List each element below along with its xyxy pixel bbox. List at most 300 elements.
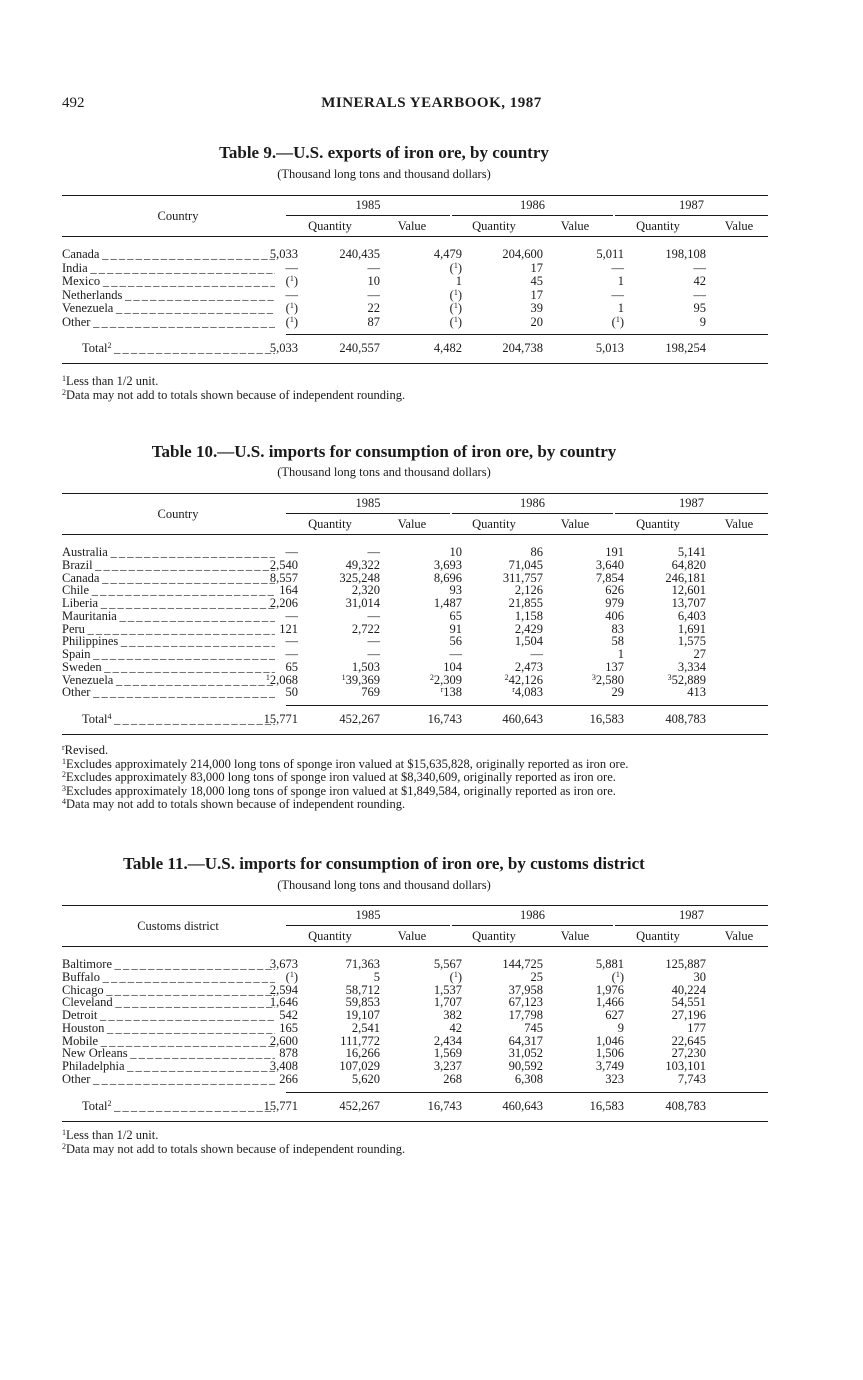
table-cell: $^3$2,580 [591,672,624,687]
year-group-rule [452,513,613,514]
row-label: Canada _ _ _ [62,248,275,261]
total-cell: 452,267 [339,1098,380,1113]
table-cell: ($^1$) [285,301,298,315]
table-cell: $^2$42,126 [504,672,543,687]
year-group-rule [615,925,768,926]
footnote [62,1142,405,1157]
table-cell: 9 [617,1020,624,1035]
table-row [62,302,768,315]
footnote-text: Data may not add to totals shown because of independent rounding. [66,1141,406,1156]
row-label: Netherlands _ _ _ [62,289,275,302]
row-label: Cleveland _ _ _ [62,996,275,1009]
column-header: Value [397,219,427,233]
table-cell: 58,712 [345,982,380,997]
table-top-rule [62,493,768,494]
column-header: Quantity [308,929,352,943]
table-cell: 2,473 [514,659,543,674]
table-cell: 979 [605,596,624,610]
column-header: Quantity [308,517,352,531]
stub-header: Country [157,209,199,223]
table-cell: 246,181 [665,570,706,585]
column-header: Value [724,219,754,233]
table-top-rule [62,195,768,196]
total-row [62,713,768,726]
row-label: Other _ _ _ [62,686,275,699]
year-group-rule [286,215,450,216]
column-header: Value [724,517,754,531]
row-label: Chicago _ _ _ [62,984,275,997]
footnote-text: Less than 1/2 unit. [66,374,159,388]
table-title: Table 9.—U.S. exports of iron ore, by country [219,143,549,162]
table-cell: 111,772 [340,1033,380,1048]
table-cell: 93 [449,583,462,598]
footnote-mark: 3 [62,783,66,793]
table-cell: 5,011 [596,247,624,261]
table-cell: — [611,260,624,275]
table-cell: ($^1$) [449,260,462,275]
table-cell: 1,046 [595,1033,624,1048]
total-cell: 240,557 [339,340,380,355]
table-cell: 2,722 [351,621,380,636]
row-label: New Orleans _ _ _ [62,1047,275,1060]
table-cell: $^r$4,083 [512,685,543,700]
table-cell: 30 [693,969,706,984]
table-cell: $^1$39,369 [341,672,380,687]
table-cell: $^2$2,309 [429,672,462,687]
column-header: Quantity [308,219,352,233]
table-cell: 4,479 [433,247,462,261]
table-cell: 1,537 [433,982,462,997]
table-subtitle: (Thousand long tons and thousand dollars) [277,167,491,181]
year-header: 1987 [679,198,704,212]
table-row [62,648,768,661]
header-bottom-rule [62,946,768,947]
total-cell: 16,743 [427,712,462,727]
table-cell: — [449,647,462,661]
table-row [62,661,768,674]
row-label: Canada _ _ _ [62,572,275,585]
total-cell: 408,783 [665,712,706,727]
table-cell: 1 [617,301,624,315]
table-cell: — [285,608,298,623]
row-label: Peru _ _ _ [62,623,275,636]
table-cell: 21,855 [508,596,543,610]
table-row [62,572,768,585]
footnote-text: Data may not add to totals shown because of independent rounding. [66,797,406,811]
table-cell: 10 [449,545,462,559]
table-cell: 406 [605,608,624,623]
table-cell: 240,435 [339,247,380,261]
row-label: Brazil _ _ _ [62,559,275,572]
footnote-mark: 4 [62,797,66,806]
total-cell: 15,771 [263,712,298,727]
footnote [62,797,405,812]
table-cell: 5,881 [595,957,624,971]
table-row [62,289,768,302]
table-cell: 1,691 [677,621,706,636]
column-header: Quantity [636,517,680,531]
table-cell: — [285,634,298,649]
table-cell: 22 [367,301,380,315]
row-label: Australia _ _ _ [62,546,275,559]
table-row [62,610,768,623]
table-cell: 7,743 [677,1071,706,1086]
row-label: Mexico _ _ _ [62,275,275,288]
table-cell: — [530,647,543,661]
column-header: Quantity [636,219,680,233]
row-label: Houston _ _ _ [62,1022,275,1035]
column-header: Quantity [472,929,516,943]
footnote-text: Revised. [64,743,109,757]
table-cell: 5,620 [351,1071,380,1086]
table-cell: — [367,545,380,559]
row-label: Venezuela _ _ _ [62,674,275,687]
total-row [62,1100,768,1113]
table-cell: 65 [285,659,298,674]
column-header: Value [397,929,427,943]
table-cell: 83 [611,621,624,636]
table-cell: 2,594 [269,982,298,997]
table-cell: 49,322 [345,557,380,572]
table-cell: 3,693 [433,557,462,572]
table-cell: 67,123 [508,995,543,1010]
table-top-rule [62,905,768,906]
year-group-rule [452,215,613,216]
table-row [62,584,768,597]
table-cell: 91 [449,621,462,636]
table-cell: 31,052 [508,1046,543,1061]
table-cell: 1,646 [269,995,298,1010]
row-label: Other _ _ _ [62,316,275,329]
table-row [62,984,768,997]
total-footnote-mark: 2 [107,1099,112,1108]
table-cell: ($^1$) [449,314,462,329]
column-header: Value [560,219,590,233]
table-row [62,248,768,261]
total-cell: 5,013 [595,340,624,355]
table-cell: 8,557 [269,570,298,585]
table-cell: 6,403 [677,608,706,623]
table-cell: 1 [617,647,624,661]
table-cell: $^1$2,068 [265,672,298,687]
table-row [62,262,768,275]
table-cell: 2,600 [269,1033,298,1048]
table-cell: 5,567 [433,957,462,971]
year-header: 1985 [355,908,381,922]
table-cell: 878 [279,1046,298,1061]
year-group-rule [452,925,613,926]
table-cell: 542 [279,1008,298,1022]
total-cell: 408,783 [665,1098,706,1113]
table-cell: 1,707 [433,995,462,1010]
table-title: Table 10.—U.S. imports for consumption of iron ore, by country [151,442,617,461]
table-row [62,1060,768,1073]
total-row [62,342,768,355]
table-cell: 204,600 [502,247,543,261]
table-cell: 5 [373,969,380,984]
year-header: 1987 [679,496,704,510]
table-cell: 17,798 [508,1008,543,1022]
table-subtitle: (Thousand long tons and thousand dollars) [277,878,491,892]
column-header: Value [397,517,427,531]
table-bottom-rule [62,734,768,735]
table-cell: ($^1$) [285,274,298,288]
table-cell: 103,101 [665,1059,706,1073]
total-cell: 460,643 [502,1098,543,1113]
row-label: Chile _ _ _ [62,584,275,597]
table-row [62,686,768,699]
running-head: MINERALS YEARBOOK, 1987 [321,95,542,111]
table-cell: 27 [693,647,706,661]
column-header: Value [560,517,590,531]
year-header: 1985 [355,496,381,510]
footnote-mark: 2 [62,770,66,779]
table-row [62,316,768,329]
table-cell: 1,466 [595,995,624,1010]
table-row [62,559,768,572]
table-cell: 17 [530,287,543,302]
table-cell: 1,504 [514,634,543,649]
table-cell: 144,725 [502,957,543,971]
table-cell: 104 [443,659,462,674]
total-cell: 5,033 [269,340,298,355]
total-label: Total$^2$ _ _ _ [62,1100,275,1113]
year-group-rule [286,925,450,926]
table-bottom-rule [62,363,768,364]
row-label: Philippines _ _ _ [62,635,275,648]
column-header: Quantity [636,929,680,943]
table-cell: 65 [449,608,462,623]
table-cell: 1 [617,274,624,288]
total-footnote-mark: 2 [107,341,112,350]
table-bottom-rule [62,1121,768,1122]
year-header: 1985 [355,198,381,212]
table-cell: 125,887 [665,957,706,971]
footnote-text: Excludes approximately 83,000 long tons of sponge iron valued at $8,340,609, originally reported as iron ore. [66,770,616,784]
table-cell: 2,320 [351,583,380,598]
table-cell: 1,487 [433,596,462,610]
table-row [62,1047,768,1060]
footnote [62,388,405,403]
table-cell: 58 [611,634,624,649]
table-cell: 54,551 [671,995,706,1010]
table-cell: 22,645 [671,1033,706,1048]
table-title: Table 11.—U.S. imports for consumption of iron ore, by customs district [123,854,645,873]
total-cell: 460,643 [502,712,543,727]
table-cell: 31,014 [345,596,380,610]
table-cell: — [285,545,298,559]
row-label: Mobile _ _ _ [62,1035,275,1048]
table-cell: — [367,608,380,623]
table-row [62,958,768,971]
table-cell: 64,317 [508,1033,543,1048]
header-bottom-rule [62,236,768,237]
footnote-mark: r [62,743,65,752]
row-label: Liberia _ _ _ [62,597,275,610]
column-header: Quantity [472,219,516,233]
total-label: Total$^2$ _ _ _ [62,342,275,355]
table-cell: 3,673 [269,957,298,971]
year-header: 1986 [520,908,545,922]
row-label: Mauritania _ _ _ [62,610,275,623]
table-row [62,597,768,610]
header-bottom-rule [62,534,768,535]
row-label: Venezuela _ _ _ [62,302,275,315]
table-cell: ($^1$) [611,969,624,984]
footnote-mark: 1 [62,756,66,766]
column-header: Value [560,929,590,943]
table-cell: — [367,634,380,649]
table-cell: 40,224 [671,982,706,997]
table-cell: 2,434 [433,1033,462,1048]
table-cell: 64,820 [671,557,706,572]
table-cell: 268 [443,1071,462,1086]
table-cell: 626 [605,583,624,598]
total-cell: 198,254 [665,340,706,355]
table-cell: ($^1$) [449,301,462,315]
table-cell: — [285,647,298,661]
table-cell: 87 [367,314,380,329]
total-cell: 16,583 [589,1098,624,1113]
table-cell: 3,749 [595,1059,624,1073]
table-row [62,623,768,636]
table-cell: 745 [524,1020,543,1035]
table-cell: ($^1$) [285,314,298,329]
table-row [62,1073,768,1086]
table-row [62,635,768,648]
table-cell: 1,575 [677,634,706,649]
table-cell: 1,569 [433,1046,462,1061]
table-cell: 323 [605,1071,624,1086]
table-row [62,275,768,288]
footnote-text: Less than 1/2 unit. [66,1128,159,1142]
table-cell: 90,592 [508,1059,543,1073]
footnote-mark: 2 [62,1141,66,1151]
row-label: Spain _ _ _ [62,648,275,661]
total-footnote-mark: 4 [107,713,112,722]
table-cell: 8,696 [433,570,462,585]
table-cell: — [693,260,706,275]
table-cell: 2,206 [269,596,298,610]
table-cell: 3,334 [677,659,706,674]
table-cell: ($^1$) [449,969,462,984]
table-cell: 266 [279,1071,298,1086]
table-subtitle: (Thousand long tons and thousand dollars) [277,465,491,479]
table-cell: 2,541 [351,1020,380,1035]
footnote-mark: 2 [62,387,66,397]
table-cell: — [285,287,298,302]
total-cell: 452,267 [339,712,380,727]
row-label: Sweden _ _ _ [62,661,275,674]
table-cell: 9 [699,314,706,329]
table-cell: 5,033 [269,247,298,261]
table-cell: 2,126 [514,583,543,598]
table-cell: 137 [605,659,624,674]
table-cell: 177 [687,1020,706,1035]
table-cell: 325,248 [339,570,380,585]
stub-header: Customs district [137,919,219,933]
year-header: 1986 [520,198,545,212]
table-cell: — [611,287,624,302]
table-cell: 17 [530,260,543,275]
table-cell: ($^1$) [285,969,298,984]
table-row [62,674,768,687]
footnote-mark: 1 [62,1128,66,1137]
table-cell: 191 [605,545,624,559]
total-cell: 204,738 [502,340,543,355]
table-cell: 1,158 [514,608,543,623]
table-cell: 95 [693,301,706,315]
footnote-text: Data may not add to totals shown because of independent rounding. [66,387,406,402]
total-rule [286,1092,768,1093]
table-cell: 2,540 [269,557,298,572]
table-cell: 3,237 [433,1059,462,1073]
table-row [62,971,768,984]
table-cell: 45 [530,274,543,288]
total-cell: 4,482 [433,340,462,355]
table-row [62,1022,768,1035]
table-cell: — [367,647,380,661]
table-cell: 198,108 [665,247,706,261]
table-cell: 27,230 [671,1046,706,1061]
table-cell: 25 [530,969,543,984]
table-cell: 12,601 [671,583,706,598]
table-cell: 42 [693,274,706,288]
table-cell: 107,029 [339,1059,380,1073]
year-group-rule [615,215,768,216]
table-cell: 59,853 [345,995,380,1010]
table-cell: 121 [279,621,298,636]
table-cell: 5,141 [677,545,706,559]
table-cell: 71,363 [345,957,380,971]
table-cell: $^3$52,889 [667,672,706,687]
table-cell: 10 [367,274,380,288]
row-label: Other _ _ _ [62,1073,275,1086]
table-cell: 20 [530,314,543,329]
row-label: Buffalo _ _ _ [62,971,275,984]
table-cell: 1,506 [595,1046,624,1061]
table-row [62,1009,768,1022]
table-cell: 7,854 [595,570,624,585]
table-cell: 1,976 [595,982,624,997]
footnote-text: Excludes approximately 18,000 long tons of sponge iron valued at $1,849,584, originally reported as iron ore. [66,783,616,798]
year-group-rule [286,513,450,514]
table-cell: 382 [443,1008,462,1022]
table-cell: — [367,287,380,302]
total-cell: 16,743 [427,1098,462,1113]
table-cell: 1 [455,274,462,288]
table-cell: 39 [530,301,543,315]
page-number: 492 [62,95,85,111]
table-cell: 86 [530,545,543,559]
table-cell: ($^1$) [449,287,462,302]
table-cell: 50 [285,685,298,700]
stub-header: Country [157,507,199,521]
table-cell: 311,757 [502,570,543,585]
row-label: Baltimore _ _ _ [62,958,275,971]
total-label: Total$^4$ _ _ _ [62,713,275,726]
table-cell: — [367,260,380,275]
table-cell: 56 [449,634,462,649]
table-cell: — [285,260,298,275]
table-cell: 37,958 [508,982,543,997]
table-cell: 165 [279,1020,298,1035]
table-cell: $^r$138 [440,685,462,700]
row-label: India _ _ _ [62,262,275,275]
column-header: Value [724,929,754,943]
year-group-rule [615,513,768,514]
table-cell: 3,408 [269,1059,298,1073]
